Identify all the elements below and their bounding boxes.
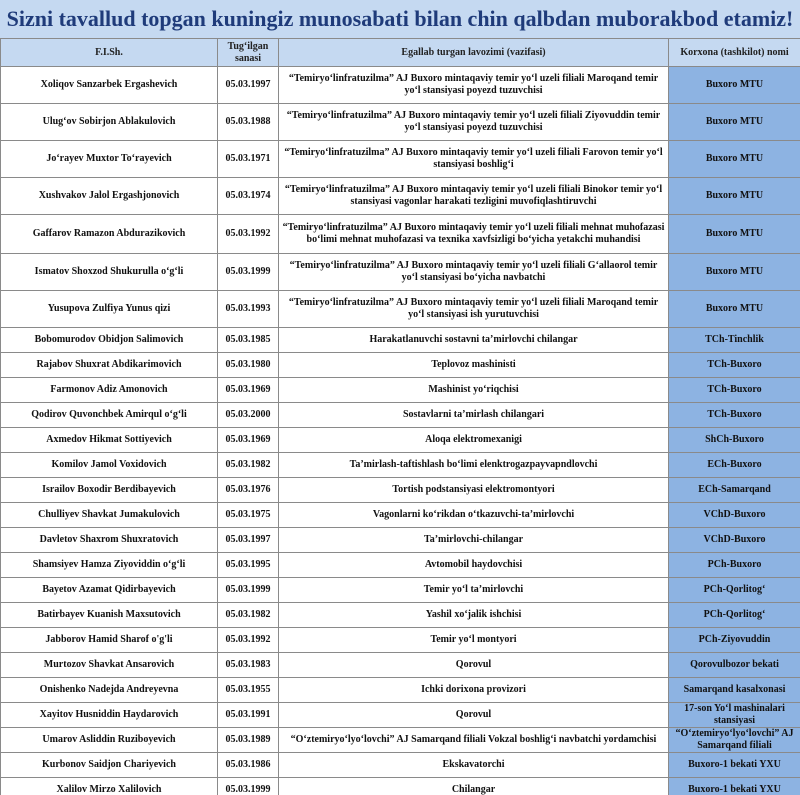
cell-position: Sostavlarni ta’mirlash chilangari [279, 403, 669, 428]
cell-name: Umarov Asliddin Ruziboyevich [1, 728, 218, 753]
cell-position: “Temiryo‘linfratuzilma” AJ Buxoro mintaqaviy temir yo‘l uzeli filiali Ziyovuddin temir yo‘l stansiyasi poyezd tuzuvchisi [279, 104, 669, 141]
table-row [1, 628, 800, 653]
cell-organization: PCh-Ziyovuddin [669, 628, 800, 653]
cell-organization: Buxoro MTU [669, 67, 800, 104]
table-row [1, 478, 800, 503]
table-row [1, 428, 800, 453]
cell-birth-date: 05.03.1997 [218, 67, 279, 104]
cell-name: Ismatov Shoxzod Shukurulla o‘g‘li [1, 254, 218, 291]
cell-name: Jabborov Hamid Sharof o'g'li [1, 628, 218, 653]
table-row [1, 578, 800, 603]
table-row [1, 678, 800, 703]
cell-position: Aloqa elektromexanigi [279, 428, 669, 453]
cell-birth-date: 05.03.1988 [218, 104, 279, 141]
cell-organization: TCh-Buxoro [669, 403, 800, 428]
cell-position: Yashil xo‘jalik ishchisi [279, 603, 669, 628]
cell-birth-date: 05.03.1997 [218, 528, 279, 553]
cell-birth-date: 05.03.1983 [218, 653, 279, 678]
cell-organization: PCh-Buxoro [669, 553, 800, 578]
table-row [1, 553, 800, 578]
cell-birth-date: 05.03.1985 [218, 328, 279, 353]
cell-position: Mashinist yo‘riqchisi [279, 378, 669, 403]
table-header-row [1, 39, 800, 67]
table-row [1, 215, 800, 254]
cell-birth-date: 05.03.2000 [218, 403, 279, 428]
cell-name: Yusupova Zulfiya Yunus qizi [1, 291, 218, 328]
cell-position: Harakatlanuvchi sostavni ta’mirlovchi chilangar [279, 328, 669, 353]
cell-position: Qorovul [279, 653, 669, 678]
cell-position: “O‘ztemiryo‘lyo‘lovchi” AJ Samarqand filiali Vokzal boshlig‘i navbatchi yordamchisi [279, 728, 669, 753]
greeting-banner [0, 0, 800, 39]
cell-position: “Temiryo‘linfratuzilma” AJ Buxoro mintaqaviy temir yo‘l uzeli filiali G‘allaorol temir yo‘l stansiyasi bo‘yicha navbatchi [279, 254, 669, 291]
cell-organization: Buxoro MTU [669, 104, 800, 141]
cell-name: Axmedov Hikmat Sottiyevich [1, 428, 218, 453]
cell-position: Tortish podstansiyasi elektromontyori [279, 478, 669, 503]
cell-organization: TCh-Buxoro [669, 353, 800, 378]
cell-position: “Temiryo‘linfratuzilma” AJ Buxoro mintaqaviy temir yo‘l uzeli filiali Maroqand temir yo‘l stansiyasi ish yurutuvchisi [279, 291, 669, 328]
table-row [1, 603, 800, 628]
cell-name: Xoliqov Sanzarbek Ergashevich [1, 67, 218, 104]
column-header-position: Egallab turgan lavozimi (vazifasi) [279, 39, 669, 67]
table-row [1, 753, 800, 778]
cell-position: Teplovoz mashinisti [279, 353, 669, 378]
cell-name: Xalilov Mirzo Xalilovich [1, 778, 218, 795]
cell-birth-date: 05.03.1992 [218, 628, 279, 653]
cell-position: “Temiryo‘linfratuzilma” AJ Buxoro mintaqaviy temir yo‘l uzeli filiali Farovon temir yo‘l stansiyasi boshlig‘i [279, 141, 669, 178]
cell-birth-date: 05.03.1982 [218, 453, 279, 478]
table-row [1, 728, 800, 753]
cell-position: Avtomobil haydovchisi [279, 553, 669, 578]
table-row [1, 104, 800, 141]
cell-organization: Samarqand kasalxonasi [669, 678, 800, 703]
cell-position: Ekskavatorchi [279, 753, 669, 778]
page-title: Sizni tavallud topgan kuningiz munosabati bilan chin qalbdan muborakbod etamiz! [6, 6, 794, 31]
cell-name: Onishenko Nadejda Andreyevna [1, 678, 218, 703]
cell-name: Bobomurodov Obidjon Salimovich [1, 328, 218, 353]
table-row [1, 178, 800, 215]
table-row [1, 378, 800, 403]
cell-position: Ichki dorixona provizori [279, 678, 669, 703]
cell-organization: TCh-Buxoro [669, 378, 800, 403]
cell-birth-date: 05.03.1992 [218, 215, 279, 254]
cell-organization: 17-son Yo‘l mashinalari stansiyasi [669, 703, 800, 728]
cell-name: Farmonov Adiz Amonovich [1, 378, 218, 403]
cell-birth-date: 05.03.1975 [218, 503, 279, 528]
cell-organization: ECh-Samarqand [669, 478, 800, 503]
cell-name: Chulliyev Shavkat Jumakulovich [1, 503, 218, 528]
cell-name: Rajabov Shuxrat Abdikarimovich [1, 353, 218, 378]
table-row [1, 328, 800, 353]
table-body [1, 67, 800, 795]
cell-name: Israilov Boxodir Berdibayevich [1, 478, 218, 503]
birthday-table [0, 38, 800, 795]
cell-organization: TCh-Tinchlik [669, 328, 800, 353]
cell-organization: Buxoro MTU [669, 291, 800, 328]
table-row [1, 403, 800, 428]
cell-birth-date: 05.03.1976 [218, 478, 279, 503]
table-row [1, 528, 800, 553]
cell-birth-date: 05.03.1999 [218, 578, 279, 603]
table-row [1, 503, 800, 528]
cell-birth-date: 05.03.1986 [218, 753, 279, 778]
cell-birth-date: 05.03.1993 [218, 291, 279, 328]
cell-position: Ta’mirlovchi-chilangar [279, 528, 669, 553]
cell-organization: Buxoro MTU [669, 178, 800, 215]
cell-organization: PCh-Qorlitog‘ [669, 603, 800, 628]
table-row [1, 353, 800, 378]
cell-name: Kurbonov Saidjon Chariyevich [1, 753, 218, 778]
cell-birth-date: 05.03.1989 [218, 728, 279, 753]
cell-organization: VChD-Buxoro [669, 503, 800, 528]
cell-position: “Temiryo‘linfratuzilma” AJ Buxoro mintaqaviy temir yo‘l uzeli filiali Binokor temir yo‘l stansiyasi vagonlar harakati tezligini muvofiqlashtiruvchi [279, 178, 669, 215]
column-header-date: Tug‘ilgan sanasi [218, 39, 279, 67]
birthday-table-container [0, 38, 800, 795]
cell-name: Bayetov Azamat Qidirbayevich [1, 578, 218, 603]
cell-organization: Buxoro MTU [669, 215, 800, 254]
cell-birth-date: 05.03.1999 [218, 778, 279, 795]
cell-birth-date: 05.03.1955 [218, 678, 279, 703]
cell-position: Temir yo‘l montyori [279, 628, 669, 653]
table-row [1, 703, 800, 728]
cell-organization: Buxoro-1 bekati YXU [669, 778, 800, 795]
cell-birth-date: 05.03.1982 [218, 603, 279, 628]
table-row [1, 778, 800, 795]
column-header-organization: Korxona (tashkilot) nomi [669, 39, 800, 67]
table-row [1, 254, 800, 291]
cell-organization: PCh-Qorlitog‘ [669, 578, 800, 603]
cell-organization: Buxoro MTU [669, 141, 800, 178]
table-row [1, 453, 800, 478]
cell-name: Jo‘rayev Muxtor To‘rayevich [1, 141, 218, 178]
cell-organization: “O‘ztemiryo‘lyo‘lovchi” AJ Samarqand filiali [669, 728, 800, 753]
cell-position: Vagonlarni ko‘rikdan o‘tkazuvchi-ta’mirlovchi [279, 503, 669, 528]
cell-name: Shamsiyev Hamza Ziyoviddin o‘g‘li [1, 553, 218, 578]
cell-position: Qorovul [279, 703, 669, 728]
cell-birth-date: 05.03.1991 [218, 703, 279, 728]
cell-birth-date: 05.03.1995 [218, 553, 279, 578]
table-row [1, 67, 800, 104]
cell-birth-date: 05.03.1971 [218, 141, 279, 178]
cell-position: Chilangar [279, 778, 669, 795]
table-row [1, 141, 800, 178]
cell-position: Temir yo‘l ta’mirlovchi [279, 578, 669, 603]
cell-name: Davletov Shaxrom Shuxratovich [1, 528, 218, 553]
table-row [1, 653, 800, 678]
cell-name: Murtozov Shavkat Ansarovich [1, 653, 218, 678]
cell-birth-date: 05.03.1974 [218, 178, 279, 215]
cell-position: “Temiryo‘linfratuzilma” AJ Buxoro mintaqaviy temir yo‘l uzeli filiali Maroqand temir yo‘l stansiyasi poyezd tuzuvchisi [279, 67, 669, 104]
table-row [1, 291, 800, 328]
cell-name: Xushvakov Jalol Ergashjonovich [1, 178, 218, 215]
cell-organization: ECh-Buxoro [669, 453, 800, 478]
cell-birth-date: 05.03.1969 [218, 428, 279, 453]
cell-name: Batirbayev Kuanish Maxsutovich [1, 603, 218, 628]
cell-organization: Qorovulbozor bekati [669, 653, 800, 678]
cell-birth-date: 05.03.1999 [218, 254, 279, 291]
cell-organization: VChD-Buxoro [669, 528, 800, 553]
cell-name: Ulug‘ov Sobirjon Ablakulovich [1, 104, 218, 141]
cell-name: Xayitov Husniddin Haydarovich [1, 703, 218, 728]
cell-name: Qodirov Quvonchbek Amirqul o‘g‘li [1, 403, 218, 428]
cell-organization: ShCh-Buxoro [669, 428, 800, 453]
cell-position: Ta’mirlash-taftishlash bo‘limi elenktrogazpayvapndlovchi [279, 453, 669, 478]
cell-organization: Buxoro MTU [669, 254, 800, 291]
cell-organization: Buxoro-1 bekati YXU [669, 753, 800, 778]
cell-position: “Temiryo‘linfratuzilma” AJ Buxoro mintaqaviy temir yo‘l uzeli filiali mehnat muhofazasi bo‘limi mehnat muhofazasi va texnika xavfsizligi bo‘yicha yetakchi muhandisi [279, 215, 669, 254]
cell-name: Komilov Jamol Voxidovich [1, 453, 218, 478]
cell-birth-date: 05.03.1969 [218, 378, 279, 403]
cell-name: Gaffarov Ramazon Abdurazikovich [1, 215, 218, 254]
column-header-name: F.I.Sh. [1, 39, 218, 67]
cell-birth-date: 05.03.1980 [218, 353, 279, 378]
